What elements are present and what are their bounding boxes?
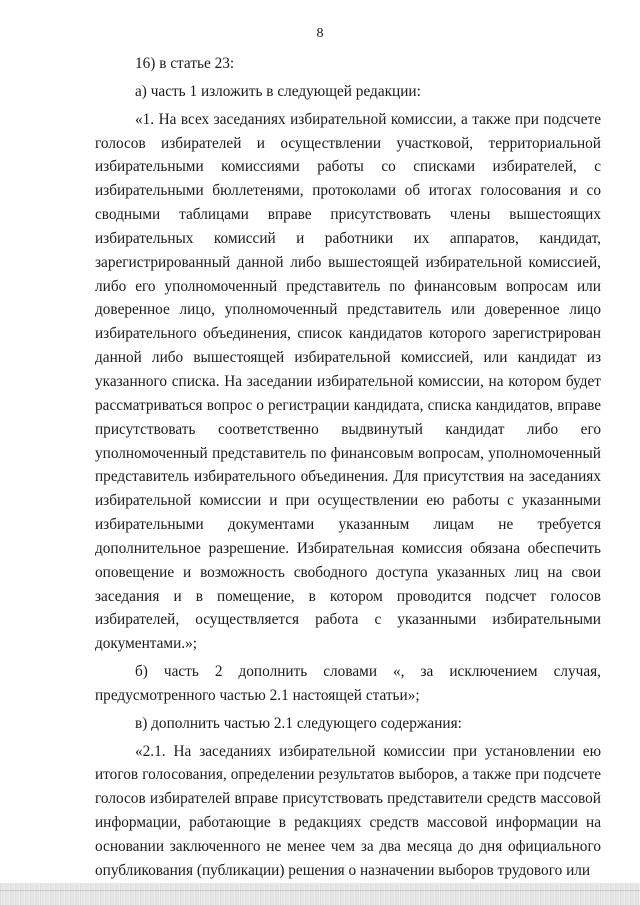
- paragraph-part-2-1-text: «2.1. На заседаниях избирательной комиссии при установлении ею итогов голосования, определении результатов выборов, а также при подсчете голосов избирателей вправе присутствовать представители средств массовой информации, работающие в редакциях средств массовой информации на основании заключенного не менее чем за два месяца до дня официального опубликования (публикации) решения о назначении выборов трудового или: [95, 742, 601, 879]
- paragraph-subitem-b: б) часть 2 дополнить словами «, за исключением случая, предусмотренного частью 2.1 настоящей статьи»;: [95, 663, 601, 704]
- scan-artifact-bottom: [0, 883, 640, 905]
- paragraph-article-item: 16) в статье 23:: [135, 55, 235, 72]
- paragraph-subitem-v: в) дополнить частью 2.1 следующего содержания:: [135, 714, 462, 732]
- paragraph-part-1-text: «1. На всех заседаниях избирательной комиссии, а также при подсчете голосов избирателей и осуществлении участковой, территориальной избирательными комиссиями работы со списками избирателей, с избирательными бюллетенями, протоколами об итогах голосования и со сводными таблицами вправе присутствовать члены вышестоящих избирательных комиссий и работники их аппаратов, кандидат, зарегистрированный данной либо вышестоящей избирательной комиссией, либо его уполномоченный представитель по финансовым вопросам или доверенное лицо, уполномоченный представитель или доверенное лицо избирательного объединения, список кандидатов которого зарегистрирован данной либо вышестоящей избирательной комиссией, или кандидат из указанного списка. На заседании избирательной комиссии, на котором будет рассматриваться вопрос о регистрации кандидата, списка кандидатов, вправе присутствовать соответственно выдвинутый кандидат либо его уполномоченный представитель по финансовым вопросам, уполномоченный представитель избирательного объединения. Для присутствия на заседаниях избирательной комиссии и при осуществлении ею работы с указанными избирательными документами указанным лицам не требуется дополнительное разрешение. Избирательная комиссия обязана обеспечить оповещение и возможность свободного доступа указанных лиц на свои заседания и в помещение, в котором проводится подсчет голосов избирателей, осуществляется работа с указанными избирательными документами.»;: [95, 110, 601, 653]
- paragraph-subitem-a: а) часть 1 изложить в следующей редакции:: [135, 82, 421, 100]
- page-number: 8: [316, 26, 324, 41]
- document-body: [95, 52, 601, 883]
